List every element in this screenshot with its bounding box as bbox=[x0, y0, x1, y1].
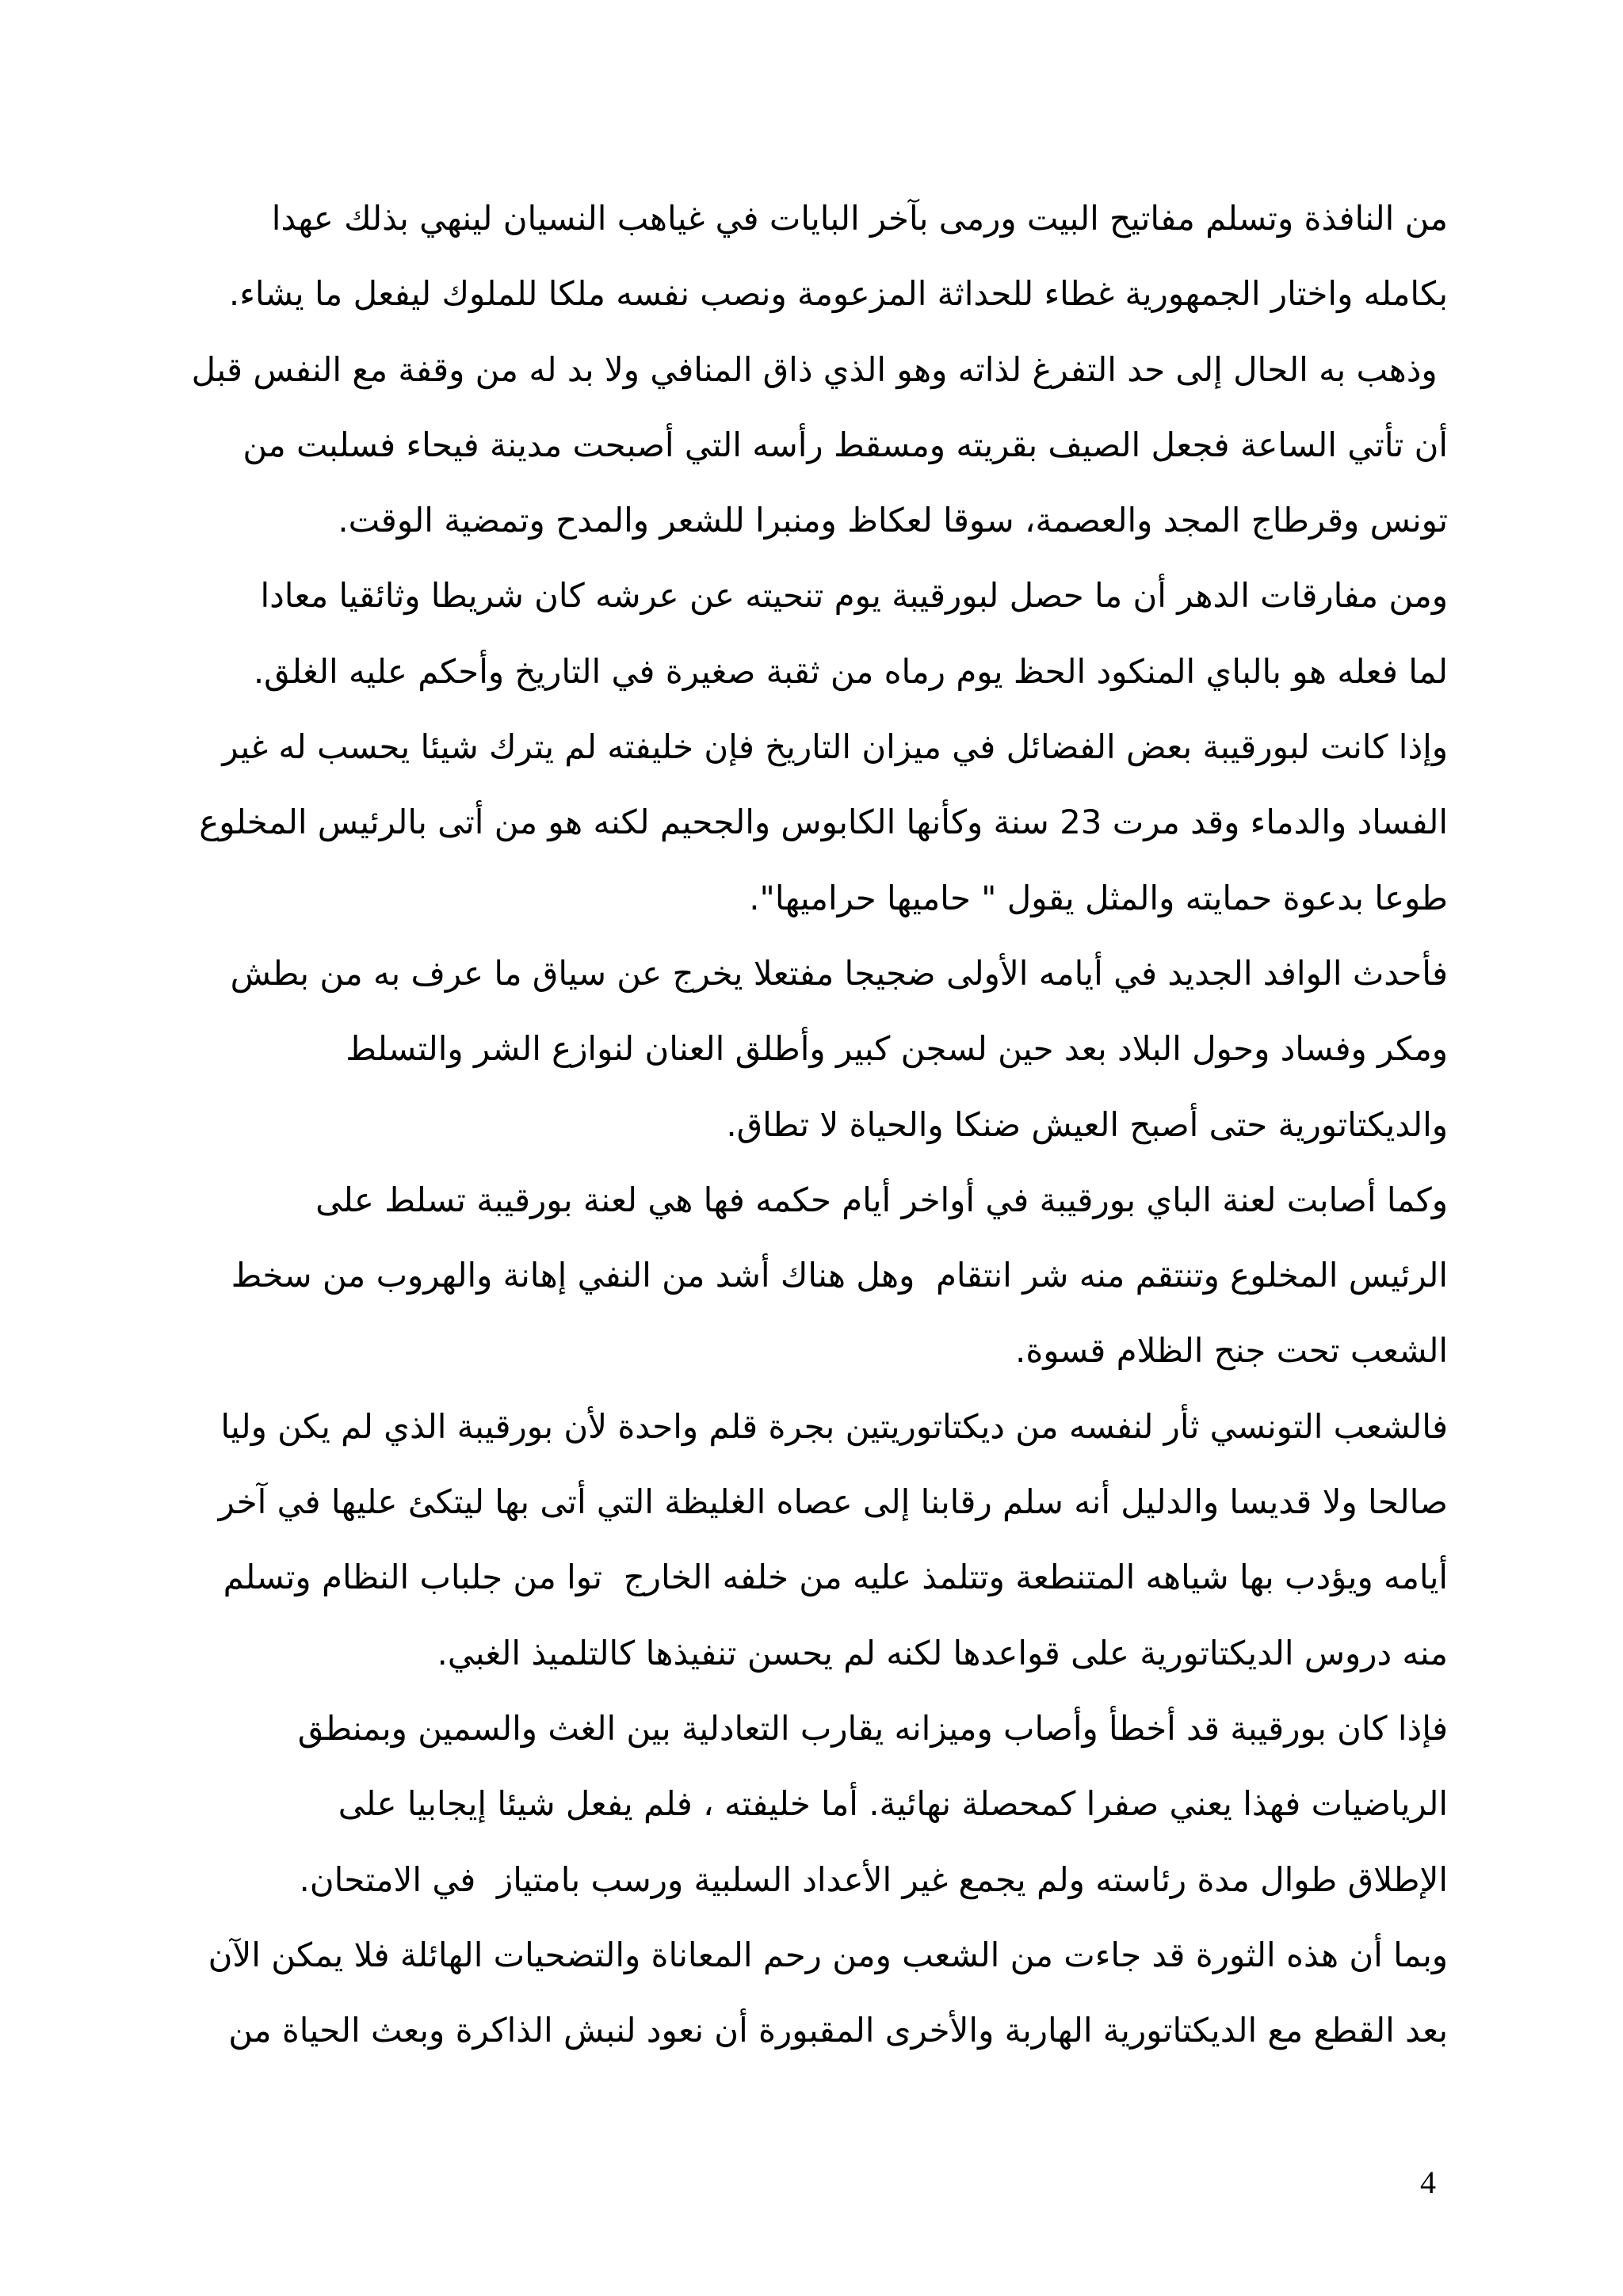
text-line: فإذا كان بورقيبة قد أخطأ وأصاب وميزانه يقارب التعادلية بين الغث والسمين وبمنطق bbox=[297, 1708, 1448, 1748]
paragraph bbox=[180, 1162, 1448, 1389]
document-body bbox=[180, 181, 1448, 2068]
text-line: ومن مفارقات الدهر أن ما حصل لبورقيبة يوم تنحيته عن عرشه كان شريطا وثائقيا معادا bbox=[260, 576, 1448, 616]
paragraph bbox=[180, 936, 1448, 1162]
paragraph bbox=[180, 332, 1448, 559]
text-line: وإذا كانت لبورقيبة بعض الفضائل في ميزان التاريخ فإن خليفته لم يترك شيئا يحسب له غير bbox=[222, 727, 1448, 767]
text-line: فأحدث الوافد الجديد في أيامه الأولى ضجيجا مفتعلا يخرج عن سياق ما عرف به من بطش bbox=[230, 953, 1448, 993]
text-line: بعد القطع مع الديكتاتورية الهاربة والأخرى المقبورة أن نعود لنبش الذاكرة وبعث الحياة من bbox=[228, 2011, 1448, 2050]
paragraph bbox=[180, 1691, 1448, 1917]
text-line: وبما أن هذه الثورة قد جاءت من الشعب ومن رحم المعاناة والتضحيات الهائلة فلا يمكن الآن bbox=[208, 1935, 1448, 1974]
text-line: بكامله واختار الجمهورية غطاء للحداثة المزعومة ونصب نفسه ملكا للملوك ليفعل ما يشاء. bbox=[228, 274, 1448, 314]
paragraph bbox=[180, 558, 1448, 709]
text-line: الرئيس المخلوع وتنتقم منه شر انتقام وهل هناك أشد من النفي إهانة والهروب من سخط bbox=[231, 1256, 1448, 1295]
text-line: الرياضيات فهذا يعني صفرا كمحصلة نهائية. أما خليفته ، فلم يفعل شيئا إيجابيا على bbox=[338, 1784, 1448, 1824]
text-line: وذهب به الحال إلى حد التفرغ لذاته وهو الذي ذاق المنافي ولا بد له من وقفة مع النفس قبل bbox=[191, 349, 1448, 389]
text-line: الشعب تحت جنح الظلام قسوة. bbox=[1015, 1331, 1448, 1371]
page-number: 4 bbox=[1420, 2164, 1436, 2200]
text-line: تونس وقرطاج المجد والعصمة، سوقا لعكاظ ومنبرا للشعر والمدح وتمضية الوقت. bbox=[338, 501, 1448, 540]
text-line: لما فعله هو بالباي المنكود الحظ يوم رماه من ثقبة صغيرة في التاريخ وأحكم عليه الغلق. bbox=[253, 651, 1448, 691]
text-line: منه دروس الديكتاتورية على قواعدها لكنه لم يحسن تنفيذها كالتلميذ الغبي. bbox=[437, 1633, 1448, 1672]
text-line: من النافذة وتسلم مفاتيح البيت ورمى بآخر البايات في غياهب النسيان لينهي بذلك عهدا bbox=[271, 199, 1448, 238]
paragraph bbox=[180, 1389, 1448, 1691]
text-line: وكما أصابت لعنة الباي بورقيبة في أواخر أيام حكمه فها هي لعنة بورقيبة تسلط على bbox=[315, 1180, 1448, 1219]
paragraph bbox=[180, 1917, 1448, 2069]
text-line: أن تأتي الساعة فجعل الصيف بقريته ومسقط رأسه التي أصبحت مدينة فيحاء فسلبت من bbox=[242, 425, 1448, 464]
text-line: صالحا ولا قديسا والدليل أنه سلم رقابنا إلى عصاه الغليظة التي أتى بها ليتكئ عليها في آخر bbox=[218, 1482, 1448, 1522]
text-line: طوعا بدعوة حمايته والمثل يقول " حاميها حراميها". bbox=[749, 878, 1448, 917]
text-line: الفساد والدماء وقد مرت 23 سنة وكأنها الكابوس والجحيم لكنه هو من أتى بالرئيس المخلوع bbox=[199, 803, 1448, 842]
paragraph bbox=[180, 181, 1448, 332]
text-line: ومكر وفساد وحول البلاد بعد حين لسجن كبير وأطلق العنان لنوازع الشر والتسلط bbox=[346, 1029, 1448, 1069]
paragraph bbox=[180, 709, 1448, 936]
text-line: الإطلاق طوال مدة رئاسته ولم يجمع غير الأعداد السلبية ورسب بامتياز في الامتحان. bbox=[299, 1859, 1448, 1899]
text-line: أيامه ويؤدب بها شياهه المتنطعة وتتلمذ عليه من خلفه الخارج توا من جلباب النظام وتسلم bbox=[223, 1558, 1448, 1597]
text-line: فالشعب التونسي ثأر لنفسه من ديكتاتوريتين بجرة قلم واحدة لأن بورقيبة الذي لم يكن وليا bbox=[220, 1406, 1448, 1446]
text-line: والديكتاتورية حتى أصبح العيش ضنكا والحياة لا تطاق. bbox=[726, 1104, 1448, 1144]
